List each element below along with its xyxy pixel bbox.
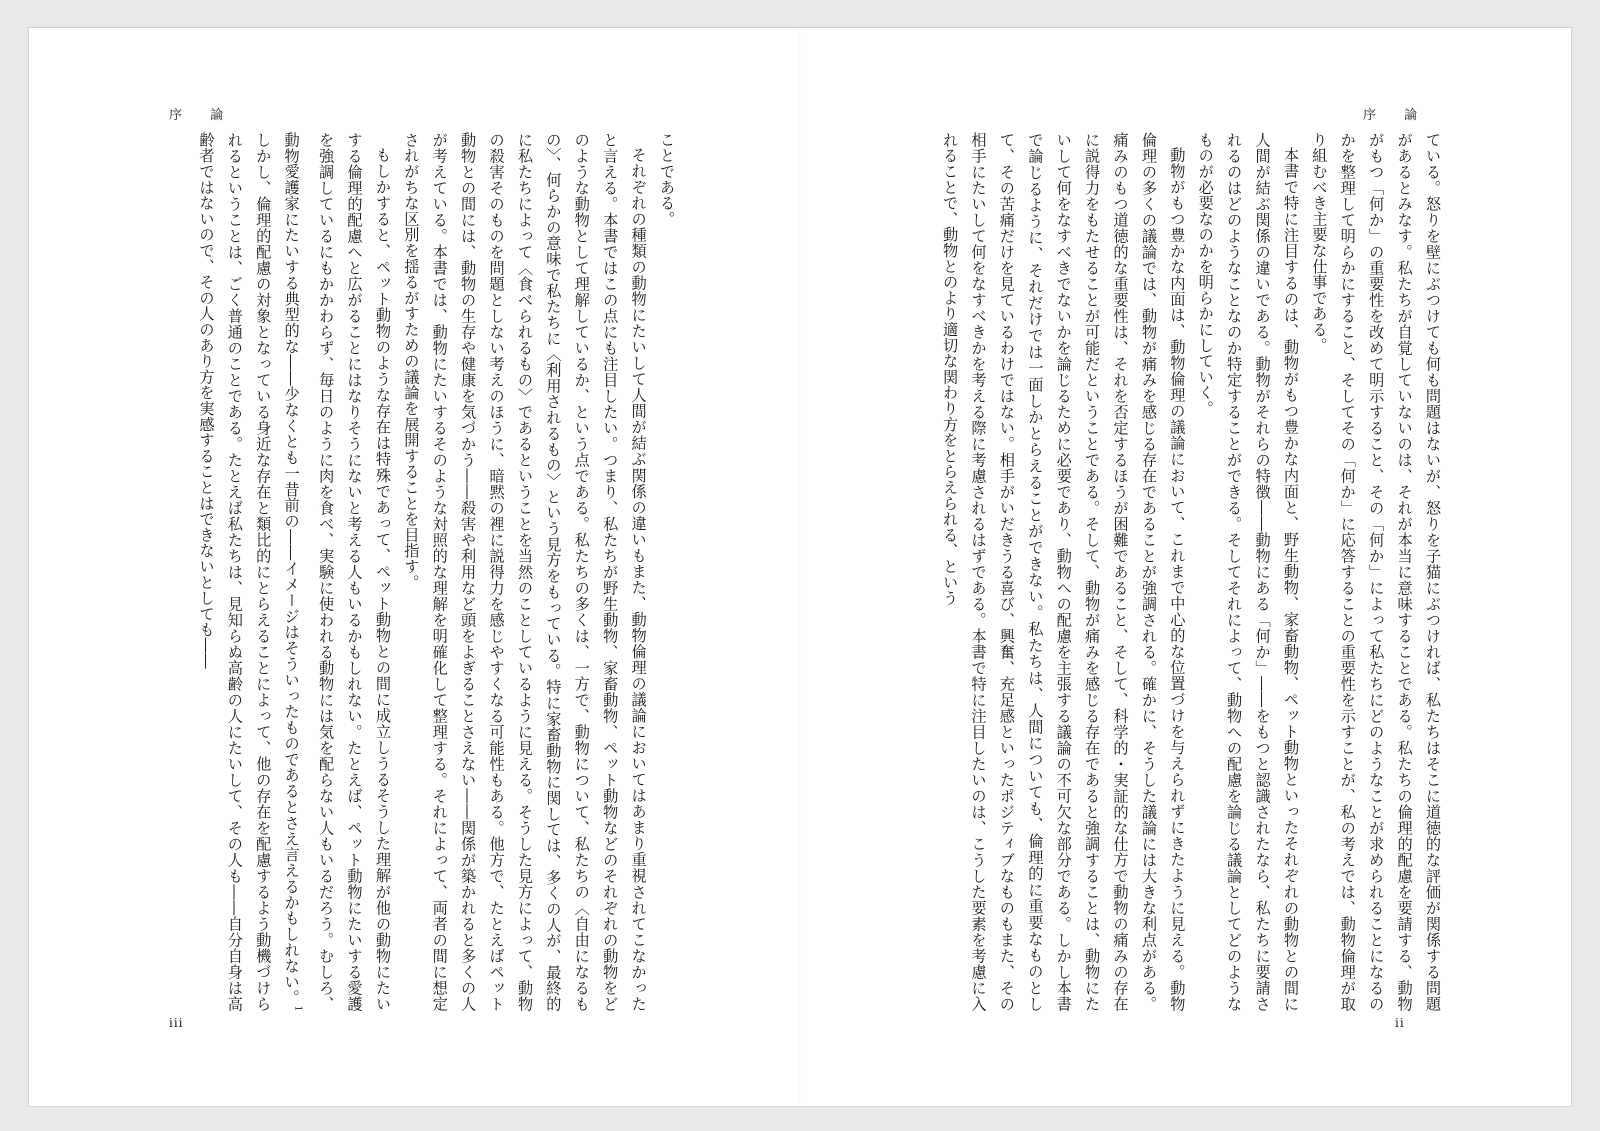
right-running-head: 序 論 [1363, 108, 1430, 123]
gutter-shadow [799, 28, 801, 1106]
left-paragraph-1: ことである。 [658, 132, 676, 227]
right-paragraph-3: 動物がもつ豊かな内面は、動物倫理の議論において、これまで中心的な位置づけを与えられずにきたように見える。動物倫理の多くの議論では、動物が痛みを感じる存在であることが強調される。確かに、そうした議論には大きな利点がある。痛みのもつ道徳的な重要性は、それを否定するほうが困難であること、そして、科学的・実証的な仕方で動物の痛みの存在に説得力をもたせることが可能だということである。そして、動物が痛みを感じる存在であると強調することは、動物にたいして何をなすべきでないかを論じるために必要であり、動物への配慮を主張する議論の不可欠な部分である。しかし本書で論じるように、それだけでは一面しかとらえることができない。私たちは、人間についても、倫理的に重要なものとして、その苦痛だけを見ているわけではない。相手がいだきうる喜び、興奮、充足感といったポジティブなものもまた、その相手にたいして何をなすべきかを考える際に考慮されるはずである。本書で特に注目したいのは、こうした要素を考慮に入れることで、動物とのより適切な関わり方をとらえられる、という [941, 132, 1187, 1012]
left-paragraph-3-cont: しかし、倫理的配慮の対象となっている身近な存在と類比的にとらえることによって、他の存在を配慮するよう動機づけられるということは、ごく普通のことである。たとえば私たちは、見知らぬ高齢の人にたいして、その人も――自分自身は高齢者ではないので、その人のあり方を実感することはできないとしても―― [197, 132, 273, 1012]
left-paragraph-3-text: もしかすると、ペット動物のような存在は特殊であって、ペット動物との間に成立しうるそうした理解が他の動物にたいする倫理的配慮へと広がることにはなりそうにないと考える人もいるかもしれない。たとえば、ペット動物にたいする愛護を強調しているにもかかわらず、毎日のように肉を食べ、実験に使われる動物には気を配らない人もいるだろう。むしろ、動物愛護家にたいする典型的な――少なくとも一昔前の――イメージはそういったものであるとさえ言えるかもしれない。 [282, 132, 392, 1012]
right-paragraph-1: ている。怒りを壁にぶつけても何も問題はないが、怒りを子猫にぶつければ、私たちはそこに道徳的な評価が関係する問題があるとみなす。私たちが自覚していないのは、それが本当に意味することである。私たちの倫理的配慮を要請する、動物がもつ「何か」の重要性を改めて明示すること、その「何か」によって私たちにどのようなことが求められることになるのかを整理して明らかにすること、そしてその「何か」に応答することの重要性を示すことが、私の考えでは、動物倫理が取り組むべき主要な仕事である。 [1310, 132, 1442, 1012]
right-folio: ii [1395, 1016, 1405, 1030]
right-paragraph-2: 本書で特に注目するのは、動物がもつ豊かな内面と、野生動物、家畜動物、ペット動物といったそれぞれの動物との間に人間が結ぶ関係の違いである。動物がそれらの特徴――動物にある「何か」――をもつと認識されたなら、私たちに要請されるのはどのようなことなのか特定することができる。そしてそれによって、動物への配慮を論じる議論としてどのようなものが必要なのかを明らかにしていく。 [1196, 132, 1300, 1012]
footnote-reference[interactable]: 1 [292, 1005, 303, 1012]
book-spread [28, 27, 1572, 1107]
left-paragraph-2: それぞれの種類の動物にたいして人間が結ぶ関係の違いもまた、動物倫理の議論においてはあまり重視されてこなかったと言える。本書ではこの点にも注目したい。つまり、私たちが野生動物、家畜動物、ペット動物などのそれぞれの動物をどのような動物として理解しているか、という点である。私たちの多くは、一方で、動物について、私たちの〈自由になるもの〉、何らかの意味で私たちに〈利用されるもの〉という見方をもっている。特に家畜動物に関しては、多くの人が、最終的に私たちによって〈食べられるもの〉であるということを当然のことしているように見える。そうした見方によって、動物の殺害そのものを問題としない考えのほうに、暗黙の裡に説得力を感じやすくなる可能性もある。他方で、たとえばペット動物との間には、動物の生存や健康を気づかう――殺害や利用など頭をよぎることさえない――関係が築かれると多くの人が考えている。本書では、動物にたいするそのような対照的な理解を明確化して整理する。それによって、両者の間に想定されがちな区別を揺るがすための議論を展開することを目指す。 [402, 132, 648, 1012]
left-running-head: 序 論 [169, 108, 236, 123]
right-page-text [911, 132, 1447, 1012]
left-folio: iii [169, 1016, 184, 1030]
left-paragraph-3 [192, 132, 397, 1012]
left-page-text [141, 132, 681, 1012]
